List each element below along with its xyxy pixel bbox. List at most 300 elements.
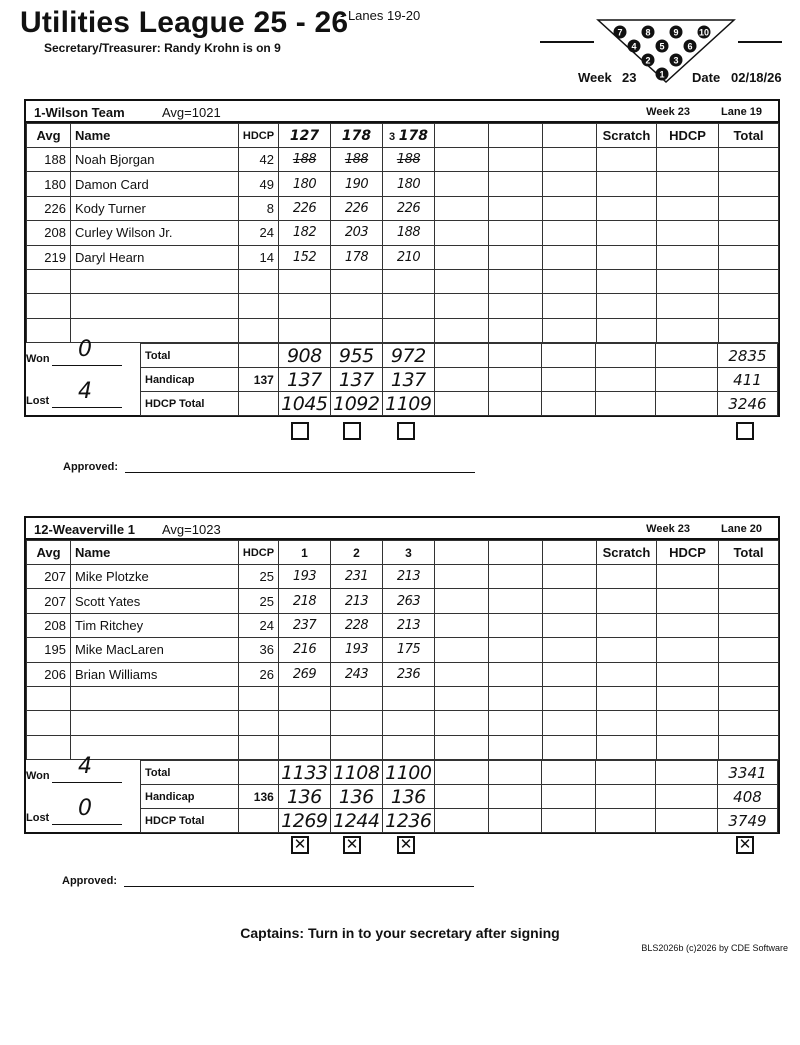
empty-cell [434, 368, 488, 392]
player-avg: 226 [27, 196, 71, 220]
player-total [719, 686, 779, 710]
pin-number: 5 [659, 41, 665, 52]
empty-cell [543, 638, 597, 662]
player-game-3[interactable] [383, 686, 435, 710]
empty-cell [435, 221, 489, 245]
total-row-scratch [596, 761, 656, 785]
game-1-checkbox[interactable]: ✕ [291, 836, 309, 854]
handicap-row-game-1[interactable]: 137 [278, 368, 330, 392]
empty-cell [435, 735, 489, 759]
player-row [27, 172, 779, 196]
player-total [719, 735, 779, 759]
player-scratch [597, 245, 657, 269]
player-game-3[interactable] [383, 735, 435, 759]
team-sheet-1 [24, 99, 780, 417]
series-checkbox[interactable]: ✕ [736, 836, 754, 854]
handicap-row-hdcp [656, 785, 718, 809]
player-game-1[interactable]: 269 [279, 662, 331, 686]
player-scratch [597, 294, 657, 318]
handicap-row-game-2[interactable]: 137 [330, 368, 382, 392]
player-avg: 207 [27, 589, 71, 613]
hdcp-total-row-series[interactable]: 3749 [717, 809, 777, 833]
lost-value[interactable]: 0 [78, 796, 92, 822]
col-avg: Avg [27, 124, 71, 148]
player-scratch [597, 662, 657, 686]
player-total [719, 221, 779, 245]
empty-cell [435, 148, 489, 172]
col-name: Name [71, 541, 239, 565]
hdcp-total-row-game-3[interactable]: 1236 [382, 809, 434, 833]
total-row-series[interactable]: 2835 [717, 344, 777, 368]
empty-cell [434, 392, 488, 416]
player-hdcp [239, 294, 279, 318]
empty-cell [489, 711, 543, 735]
player-hdcp: 36 [239, 638, 279, 662]
pin-number: 6 [687, 41, 693, 52]
pin-number: 1 [659, 69, 665, 80]
week-label: Week [578, 70, 612, 85]
player-hdcp [239, 711, 279, 735]
col-hdcp: HDCP [239, 541, 279, 565]
player-hdcp: 14 [239, 245, 279, 269]
team-week: Week 23 [646, 106, 690, 118]
empty-cell [435, 662, 489, 686]
player-hdcp-total [657, 686, 719, 710]
player-hdcp-total [657, 662, 719, 686]
game-3-checkbox[interactable]: ✕ [397, 836, 415, 854]
handicap-row-handicap-value: 137 [238, 368, 278, 392]
player-game-3[interactable]: 263 [383, 589, 435, 613]
player-game-3[interactable]: 175 [383, 638, 435, 662]
player-game-2[interactable]: 213 [331, 589, 383, 613]
player-game-2[interactable] [331, 686, 383, 710]
player-game-3[interactable]: 180 [383, 172, 435, 196]
col-blank [435, 541, 489, 565]
approved-label: Approved: [63, 461, 118, 473]
player-hdcp-total [657, 294, 719, 318]
handicap-row-handicap-value: 136 [238, 785, 278, 809]
game-3-number: 3 [389, 130, 396, 143]
empty-cell [435, 589, 489, 613]
player-total [719, 196, 779, 220]
empty-cell [489, 196, 543, 220]
team-average: Avg=1021 [162, 105, 221, 120]
game-2-checkbox[interactable] [343, 422, 361, 440]
won-line [52, 782, 122, 783]
player-hdcp-total [657, 148, 719, 172]
player-game-2[interactable] [331, 711, 383, 735]
handicap-row [141, 785, 778, 809]
empty-cell [543, 589, 597, 613]
pin-number: 9 [673, 27, 679, 38]
player-game-1[interactable]: 152 [279, 245, 331, 269]
col-blank [435, 124, 489, 148]
player-name [71, 711, 239, 735]
hdcp-total-row-game-1[interactable]: 1269 [278, 809, 330, 833]
empty-cell [488, 344, 542, 368]
empty-cell [435, 196, 489, 220]
col-scratch: Scratch [597, 124, 657, 148]
lost-value[interactable]: 4 [78, 379, 92, 405]
player-avg [27, 269, 71, 293]
col-blank [543, 541, 597, 565]
player-game-2[interactable] [331, 294, 383, 318]
col-game-2: 2 [331, 541, 383, 565]
empty-cell [488, 368, 542, 392]
total-row-game-3[interactable]: 972 [382, 344, 434, 368]
game-2-checkbox[interactable]: ✕ [343, 836, 361, 854]
player-hdcp: 24 [239, 613, 279, 637]
player-name [71, 686, 239, 710]
player-hdcp-total [657, 172, 719, 196]
empty-cell [489, 589, 543, 613]
total-row [141, 761, 778, 785]
player-row [27, 148, 779, 172]
empty-cell [489, 565, 543, 589]
player-total [719, 565, 779, 589]
team-name: 1-Wilson Team [34, 105, 125, 120]
team-name: 12-Weaverville 1 [34, 522, 135, 537]
player-row [27, 686, 779, 710]
empty-cell [488, 392, 542, 416]
player-hdcp: 25 [239, 589, 279, 613]
player-name: Tim Ritchey [71, 613, 239, 637]
empty-cell [489, 172, 543, 196]
col-avg: Avg [27, 541, 71, 565]
total-row-game-2[interactable]: 955 [330, 344, 382, 368]
player-row [27, 245, 779, 269]
player-row [27, 613, 779, 637]
player-name: Curley Wilson Jr. [71, 221, 239, 245]
hdcp-total-row-label: HDCP Total [141, 392, 239, 416]
player-game-1[interactable] [279, 294, 331, 318]
team-lane: Lane 19 [721, 106, 762, 118]
player-row [27, 196, 779, 220]
handicap-row-game-2[interactable]: 136 [330, 785, 382, 809]
player-hdcp-total [657, 318, 719, 342]
won-value[interactable]: 4 [78, 754, 92, 780]
won-value[interactable]: 0 [78, 337, 92, 363]
player-game-2[interactable]: 231 [331, 565, 383, 589]
player-avg [27, 686, 71, 710]
approved-label: Approved: [62, 875, 117, 887]
player-game-1[interactable] [279, 686, 331, 710]
hdcp-total-row-game-2[interactable]: 1244 [330, 809, 382, 833]
total-row-series[interactable]: 3341 [717, 761, 777, 785]
week-number: 23 [622, 70, 637, 85]
game-1-checkbox[interactable] [291, 422, 309, 440]
footer-instruction: Captains: Turn in to your secretary after signing [240, 925, 560, 941]
empty-cell [543, 613, 597, 637]
hdcp-total-row-game-2[interactable]: 1092 [330, 392, 382, 416]
player-avg: 208 [27, 613, 71, 637]
empty-cell [489, 148, 543, 172]
hdcp-total-row-series[interactable]: 3246 [717, 392, 777, 416]
lost-line [52, 407, 122, 408]
player-name: Scott Yates [71, 589, 239, 613]
empty-cell [489, 221, 543, 245]
player-game-3[interactable]: 226 [383, 196, 435, 220]
col-total: Total [719, 124, 779, 148]
hdcp-total-row-handicap-value [238, 809, 278, 833]
handicap-row-game-3[interactable]: 137 [382, 368, 434, 392]
player-avg: 188 [27, 148, 71, 172]
player-name: Daryl Hearn [71, 245, 239, 269]
player-row [27, 735, 779, 759]
player-total [719, 589, 779, 613]
empty-cell [488, 785, 542, 809]
handicap-row-series[interactable]: 411 [717, 368, 777, 392]
player-game-1[interactable]: 216 [279, 638, 331, 662]
team-lane: Lane 20 [721, 523, 762, 535]
empty-cell [434, 761, 488, 785]
player-hdcp: 24 [239, 221, 279, 245]
player-avg: 219 [27, 245, 71, 269]
player-game-3[interactable]: 213 [383, 565, 435, 589]
player-row [27, 294, 779, 318]
handicap-row-game-3[interactable]: 136 [382, 785, 434, 809]
total-row-hdcp [656, 761, 718, 785]
total-row-scratch [596, 344, 656, 368]
empty-cell [489, 686, 543, 710]
hdcp-total-row-scratch [596, 809, 656, 833]
hdcp-total-row-game-3[interactable]: 1109 [382, 392, 434, 416]
player-game-2[interactable]: 193 [331, 638, 383, 662]
player-avg: 208 [27, 221, 71, 245]
empty-cell [543, 269, 597, 293]
empty-cell [435, 711, 489, 735]
player-game-2[interactable]: 188 [331, 148, 383, 172]
player-row [27, 638, 779, 662]
player-hdcp: 49 [239, 172, 279, 196]
player-game-2[interactable] [331, 318, 383, 342]
player-avg [27, 318, 71, 342]
pin-number: 8 [645, 27, 651, 38]
player-game-2[interactable]: 226 [331, 196, 383, 220]
footer-copyright: BLS2026b (c)2026 by CDE Software [641, 943, 788, 953]
empty-cell [543, 245, 597, 269]
header-rule-left [540, 41, 594, 43]
player-hdcp-total [657, 269, 719, 293]
pin-number: 7 [617, 27, 623, 38]
player-row [27, 711, 779, 735]
team-summary [26, 754, 778, 832]
hdcp-total-row-game-1[interactable]: 1045 [278, 392, 330, 416]
team-week: Week 23 [646, 523, 690, 535]
player-game-2[interactable]: 243 [331, 662, 383, 686]
league-title: Utilities League 25 - 26 [20, 6, 349, 39]
empty-cell [488, 809, 542, 833]
player-game-3[interactable] [383, 711, 435, 735]
player-game-3[interactable]: 188 [383, 148, 435, 172]
player-game-1[interactable]: 237 [279, 613, 331, 637]
player-hdcp [239, 735, 279, 759]
empty-cell [489, 269, 543, 293]
team-header [26, 518, 778, 540]
header-rule-right [738, 41, 782, 43]
won-label: Won [26, 353, 50, 366]
handicap-row [141, 368, 778, 392]
player-game-1[interactable]: 180 [279, 172, 331, 196]
player-game-2[interactable]: 228 [331, 613, 383, 637]
empty-cell [435, 613, 489, 637]
player-hdcp: 42 [239, 148, 279, 172]
player-hdcp-total [657, 589, 719, 613]
player-avg: 180 [27, 172, 71, 196]
empty-cell [435, 294, 489, 318]
total-row-handicap-value [238, 344, 278, 368]
player-scratch [597, 589, 657, 613]
player-name: Mike MacLaren [71, 638, 239, 662]
empty-cell [435, 686, 489, 710]
game-3-checkbox[interactable] [397, 422, 415, 440]
player-name: Kody Turner [71, 196, 239, 220]
handicap-row-label: Handicap [141, 368, 239, 392]
player-hdcp: 8 [239, 196, 279, 220]
player-game-2[interactable] [331, 735, 383, 759]
col-hdcp-2: HDCP [657, 541, 719, 565]
empty-cell [543, 735, 597, 759]
player-game-1[interactable] [279, 711, 331, 735]
player-game-1[interactable] [279, 318, 331, 342]
player-hdcp-total [657, 638, 719, 662]
empty-cell [488, 761, 542, 785]
total-row [141, 344, 778, 368]
player-game-3[interactable]: 213 [383, 613, 435, 637]
player-avg [27, 711, 71, 735]
hdcp-total-row-handicap-value [238, 392, 278, 416]
empty-cell [543, 294, 597, 318]
player-name: Damon Card [71, 172, 239, 196]
player-game-1[interactable] [279, 269, 331, 293]
player-total [719, 613, 779, 637]
player-game-3[interactable]: 236 [383, 662, 435, 686]
player-hdcp: 26 [239, 662, 279, 686]
empty-cell [542, 368, 596, 392]
empty-cell [435, 565, 489, 589]
handicap-row-scratch [596, 368, 656, 392]
col-blank [543, 124, 597, 148]
player-game-2[interactable]: 178 [331, 245, 383, 269]
player-row [27, 589, 779, 613]
empty-cell [489, 245, 543, 269]
total-row-hdcp [656, 344, 718, 368]
player-game-1[interactable]: 188 [279, 148, 331, 172]
won-line [52, 365, 122, 366]
date-label: Date [692, 70, 721, 85]
player-name [71, 318, 239, 342]
total-row-handicap-value [238, 761, 278, 785]
player-game-2[interactable]: 190 [331, 172, 383, 196]
col-total: Total [719, 541, 779, 565]
player-scratch [597, 148, 657, 172]
empty-cell [435, 269, 489, 293]
player-hdcp-total [657, 565, 719, 589]
player-row [27, 318, 779, 342]
col-game-3: 3 [383, 541, 435, 565]
player-game-1[interactable]: 193 [279, 565, 331, 589]
hdcp-total-row-hdcp [656, 809, 718, 833]
col-game-1 [279, 124, 331, 148]
handicap-row-game-1[interactable]: 136 [278, 785, 330, 809]
col-blank [489, 541, 543, 565]
col-game-1: 1 [279, 541, 331, 565]
player-game-1[interactable] [279, 735, 331, 759]
handicap-row-series[interactable]: 408 [717, 785, 777, 809]
empty-cell [489, 662, 543, 686]
empty-cell [543, 711, 597, 735]
date-value: 02/18/26 [731, 70, 782, 85]
series-checkbox[interactable] [736, 422, 754, 440]
total-row-game-2[interactable]: 1108 [330, 761, 382, 785]
player-game-3[interactable] [383, 269, 435, 293]
player-game-2[interactable] [331, 269, 383, 293]
lost-label: Lost [26, 812, 50, 825]
total-row-game-3[interactable]: 1100 [382, 761, 434, 785]
empty-cell [542, 344, 596, 368]
player-game-3[interactable] [383, 294, 435, 318]
player-game-1[interactable]: 218 [279, 589, 331, 613]
total-row-game-1[interactable]: 908 [278, 344, 330, 368]
hdcp-total-row-hdcp [656, 392, 718, 416]
total-row-game-1[interactable]: 1133 [278, 761, 330, 785]
approved-signature-line[interactable] [125, 472, 475, 473]
col-hdcp: HDCP [239, 124, 279, 148]
lost-label: Lost [26, 395, 50, 408]
empty-cell [435, 638, 489, 662]
column-header-row [27, 541, 779, 565]
empty-cell [435, 245, 489, 269]
empty-cell [542, 809, 596, 833]
player-scratch [597, 269, 657, 293]
empty-cell [489, 735, 543, 759]
team-summary [26, 337, 778, 415]
player-name: Brian Williams [71, 662, 239, 686]
player-hdcp-total [657, 613, 719, 637]
player-total [719, 662, 779, 686]
player-game-2[interactable]: 203 [331, 221, 383, 245]
game-3-note: 178 [398, 127, 428, 144]
empty-cell [434, 344, 488, 368]
col-game-3 [383, 124, 435, 148]
empty-cell [542, 761, 596, 785]
player-game-1[interactable]: 182 [279, 221, 331, 245]
player-name: Noah Bjorgan [71, 148, 239, 172]
handicap-row-scratch [596, 785, 656, 809]
player-name [71, 735, 239, 759]
player-avg: 195 [27, 638, 71, 662]
empty-cell [542, 392, 596, 416]
hdcp-total-row-scratch [596, 392, 656, 416]
player-scratch [597, 318, 657, 342]
won-label: Won [26, 770, 50, 783]
player-game-3[interactable]: 210 [383, 245, 435, 269]
player-scratch [597, 172, 657, 196]
empty-cell [543, 221, 597, 245]
player-scratch [597, 735, 657, 759]
approved-signature-line[interactable] [124, 886, 474, 887]
player-hdcp-total [657, 245, 719, 269]
empty-cell [543, 686, 597, 710]
empty-cell [435, 172, 489, 196]
col-name: Name [71, 124, 239, 148]
player-game-3[interactable] [383, 318, 435, 342]
player-scratch [597, 638, 657, 662]
player-game-3[interactable]: 188 [383, 221, 435, 245]
player-scratch [597, 711, 657, 735]
empty-cell [543, 662, 597, 686]
player-game-1[interactable]: 226 [279, 196, 331, 220]
